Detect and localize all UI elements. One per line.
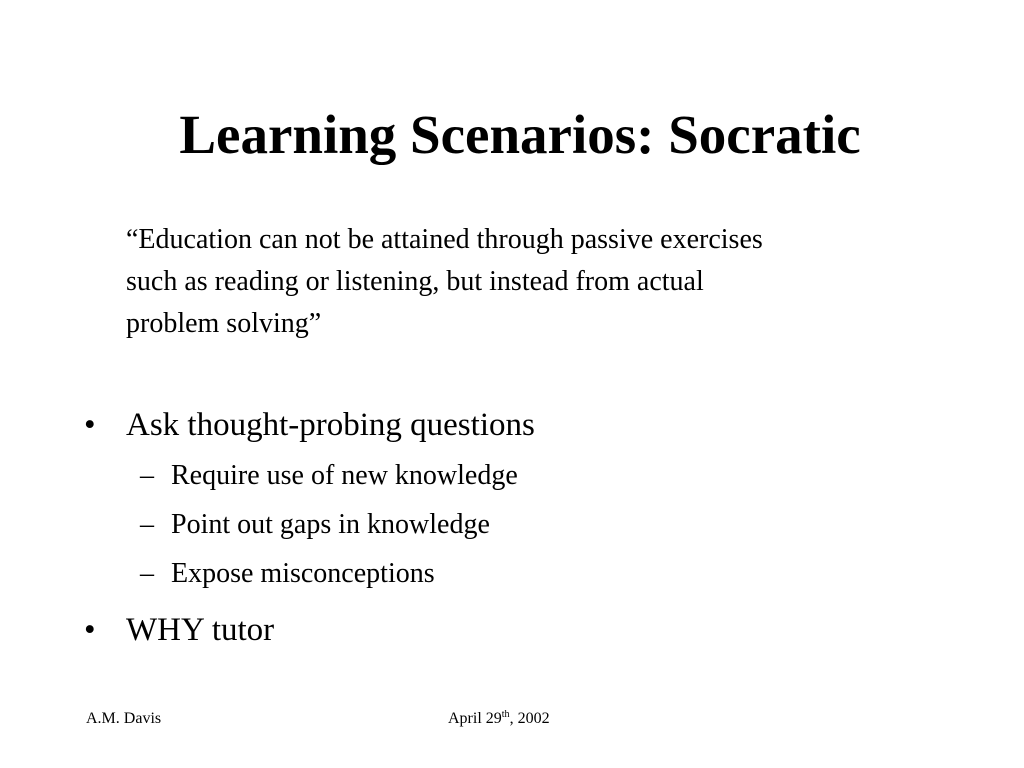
- bullet-marker: •: [84, 612, 96, 648]
- slide-title: Learning Scenarios: Socratic: [179, 104, 861, 165]
- footer-author: A.M. Davis: [86, 710, 162, 727]
- quote-line: problem solving”: [126, 308, 322, 339]
- dash-marker: –: [140, 460, 154, 491]
- sub-item-text: Expose misconceptions: [171, 558, 435, 589]
- bullet-marker: •: [84, 407, 96, 443]
- quote-line: “Education can not be attained through passive exercises: [126, 224, 763, 255]
- dash-marker: –: [140, 558, 154, 589]
- sub-item-text: Require use of new knowledge: [171, 460, 518, 491]
- bullet-text: Ask thought-probing questions: [126, 407, 535, 443]
- quote-line: such as reading or listening, but instead from actual: [126, 266, 704, 297]
- footer-date-year: , 2002: [509, 710, 550, 727]
- footer-date-prefix: April 29: [448, 710, 502, 727]
- dash-marker: –: [140, 509, 154, 540]
- sub-item-text: Point out gaps in knowledge: [171, 509, 490, 540]
- footer-date-suffix: th: [501, 709, 510, 720]
- bullet-text: WHY tutor: [126, 612, 275, 648]
- footer-date: [448, 708, 550, 730]
